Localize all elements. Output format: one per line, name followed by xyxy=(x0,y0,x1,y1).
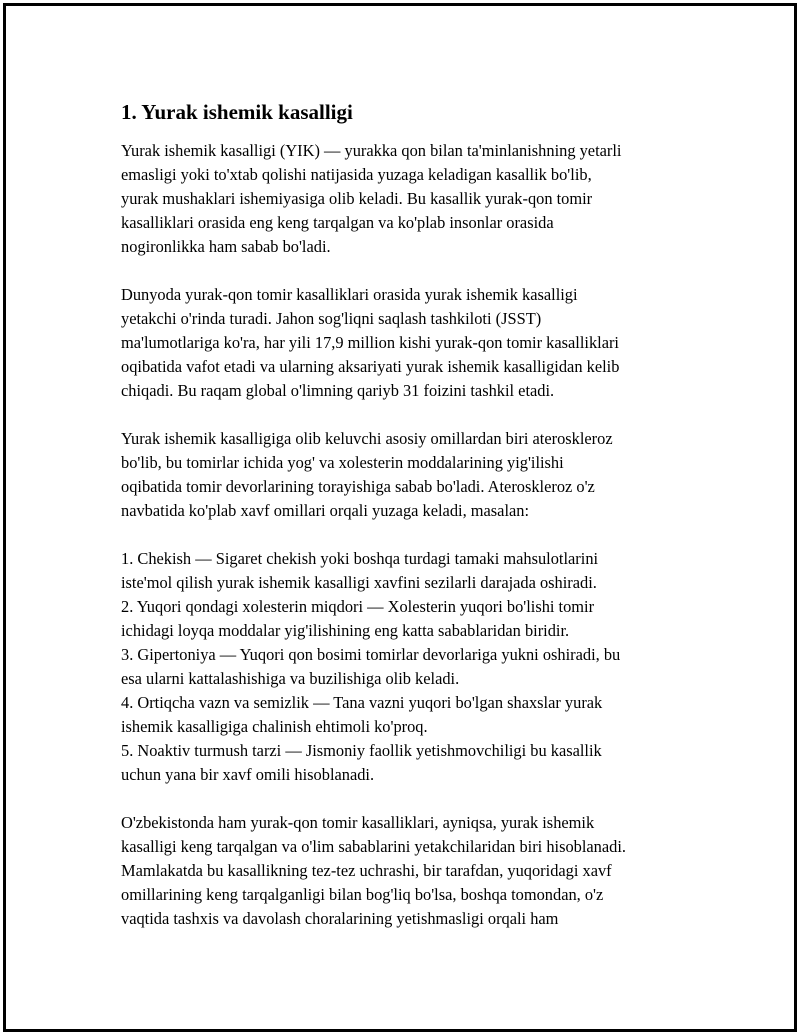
text-line: nogironlikka ham sabab bo'ladi. xyxy=(121,237,331,256)
text-line: Dunyoda yurak-qon tomir kasalliklari orasida yurak ishemik kasalligi xyxy=(121,285,578,304)
text-line: yurak mushaklari ishemiyasiga olib keladi. Bu kasallik yurak-qon tomir xyxy=(121,189,593,208)
text-line: chiqadi. Bu raqam global o'limning qariyb 31 foizini tashkil etadi. xyxy=(121,381,555,400)
document-body xyxy=(121,100,701,955)
text-line: emasligi yoki to'xtab qolishi natijasida yuzaga keladigan kasallik bo'lib, xyxy=(121,165,592,184)
text-line: Yurak ishemik kasalligi (YIK) — yurakka qon bilan ta'minlanishning yetarli xyxy=(121,141,622,160)
list-item: ichidagi loyqa moddalar yig'ilishining eng katta sabablaridan biridir. xyxy=(121,621,570,640)
list-item: 4. Ortiqcha vazn va semizlik — Tana vazni yuqori bo'lgan shaxslar yurak xyxy=(121,693,603,712)
list-item: 3. Gipertoniya — Yuqori qon bosimi tomirlar devorlariga yukni oshiradi, bu xyxy=(121,645,621,664)
list-item: esa ularni kattalashishiga va buzilishiga olib keladi. xyxy=(121,669,460,688)
paragraph-causes xyxy=(121,427,701,523)
list-item: 2. Yuqori qondagi xolesterin miqdori — Xolesterin yuqori bo'lishi tomir xyxy=(121,597,595,616)
text-line: vaqtida tashxis va davolash choralarining yetishmasligi orqali ham xyxy=(121,909,559,928)
page-frame xyxy=(3,3,797,1032)
text-line: ma'lumotlariga ko'ra, har yili 17,9 million kishi yurak-qon tomir kasalliklari xyxy=(121,333,619,352)
paragraph-uzbekistan xyxy=(121,811,701,931)
paragraph-statistics xyxy=(121,283,701,403)
text-line: Yurak ishemik kasalligiga olib keluvchi asosiy omillardan biri ateroskleroz xyxy=(121,429,613,448)
list-item: iste'mol qilish yurak ishemik kasalligi xavfini sezilarli darajada oshiradi. xyxy=(121,573,597,592)
text-line: kasalligi keng tarqalgan va o'lim sabablarini yetakchilaridan biri hisoblanadi. xyxy=(121,837,626,856)
text-line: Mamlakatda bu kasallikning tez-tez uchrashi, bir tarafdan, yuqoridagi xavf xyxy=(121,861,612,880)
text-line: bo'lib, bu tomirlar ichida yog' va xolesterin moddalarining yig'ilishi xyxy=(121,453,564,472)
text-line: O'zbekistonda ham yurak-qon tomir kasalliklari, ayniqsa, yurak ishemik xyxy=(121,813,595,832)
text-line: oqibatida tomir devorlarining torayishiga sabab bo'ladi. Ateroskleroz o'z xyxy=(121,477,595,496)
section-heading: 1. Yurak ishemik kasalligi xyxy=(121,100,353,124)
list-item: uchun yana bir xavf omili hisoblanadi. xyxy=(121,765,375,784)
list-item: 5. Noaktiv turmush tarzi — Jismoniy faollik yetishmovchiligi bu kasallik xyxy=(121,741,602,760)
text-line: omillarining keng tarqalganligi bilan bog'liq bo'lsa, boshqa tomondan, o'z xyxy=(121,885,604,904)
text-line: navbatida ko'plab xavf omillari orqali yuzaga keladi, masalan: xyxy=(121,501,530,520)
text-line: oqibatida vafot etadi va ularning aksariyati yurak ishemik kasalligidan kelib xyxy=(121,357,620,376)
list-item: 1. Chekish — Sigaret chekish yoki boshqa turdagi tamaki mahsulotlarini xyxy=(121,549,599,568)
risk-factors-list xyxy=(121,547,701,787)
text-line: kasalliklari orasida eng keng tarqalgan va ko'plab insonlar orasida xyxy=(121,213,554,232)
paragraph-intro xyxy=(121,139,701,259)
list-item: ishemik kasalligiga chalinish ehtimoli ko'proq. xyxy=(121,717,428,736)
text-line: yetakchi o'rinda turadi. Jahon sog'liqni saqlash tashkiloti (JSST) xyxy=(121,309,542,328)
